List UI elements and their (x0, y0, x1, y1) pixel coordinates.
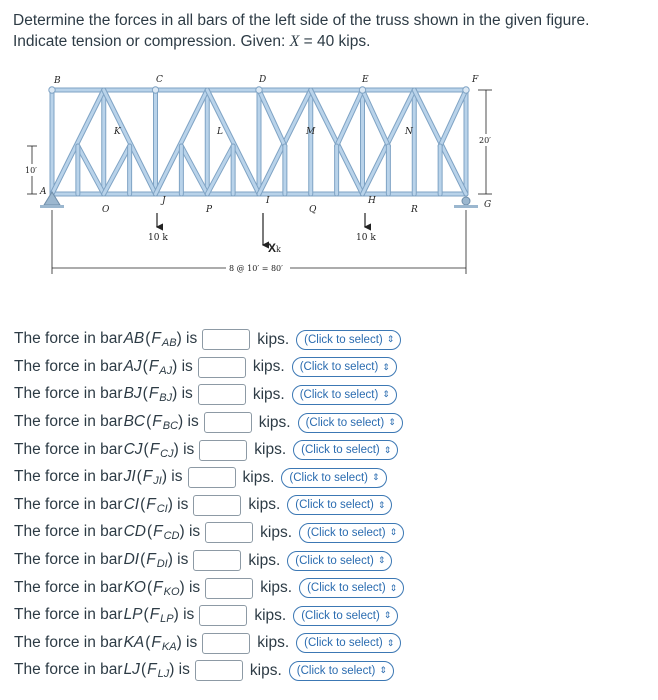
row-label: The force in bar BJ $(F_{BJ})$ is (14, 385, 193, 405)
node-label-g: G (484, 200, 492, 210)
node-label-r: R (411, 205, 418, 215)
tension-compression-select-ko[interactable]: (Click to select) ⇕ (299, 578, 404, 598)
answer-row-ab (14, 326, 654, 354)
tension-compression-select-cj[interactable]: (Click to select) ⇕ (293, 440, 398, 460)
unit-label: kips. (248, 496, 281, 514)
tension-compression-select-ab[interactable]: (Click to select) ⇕ (296, 330, 401, 350)
chevron-updown-icon: ⇕ (379, 665, 387, 676)
row-label: The force in bar KA $(F_{KA})$ is (14, 633, 198, 653)
truss-figure (0, 70, 658, 285)
bar-name: BC (123, 413, 146, 431)
answer-row-ka (14, 630, 654, 658)
support-right (454, 197, 478, 208)
truss-joint-3 (359, 87, 365, 93)
truss-joint-4 (463, 87, 469, 93)
answer-row-lj (14, 657, 654, 685)
answer-row-ji (14, 464, 654, 492)
truss-sub-diagonal-47 (440, 90, 466, 146)
bar-name: CI (123, 495, 140, 513)
chevron-updown-icon: ⇕ (382, 361, 390, 372)
bar-name: LJ (123, 661, 140, 679)
truss-sub-diagonal-41 (337, 90, 363, 146)
row-label: The force in bar CI $(F_{CI})$ is (14, 495, 189, 515)
truss-sub-diagonal-44 (363, 90, 389, 146)
chevron-updown-icon: ⇕ (371, 472, 380, 483)
force-input-aj[interactable] (198, 357, 246, 378)
row-label: The force in bar CJ $(F_{CJ})$ is (14, 440, 195, 460)
answer-row-ci (14, 492, 654, 520)
truss-sub-diagonal-35 (207, 146, 233, 194)
truss-sub-diagonal-29 (104, 146, 130, 194)
tension-compression-select-lj[interactable]: (Click to select) ⇕ (289, 661, 394, 681)
chevron-updown-icon: ⇕ (383, 444, 392, 455)
answer-row-bj (14, 381, 654, 409)
node-label-q: Q (309, 205, 317, 215)
tension-compression-select-lp[interactable]: (Click to select) ⇕ (293, 606, 398, 626)
node-label-j: J (162, 196, 166, 206)
row-label: The force in bar CD $(F_{CD})$ is (14, 523, 201, 543)
chevron-updown-icon: ⇕ (388, 417, 396, 428)
force-input-ci[interactable] (193, 495, 241, 516)
node-label-n: N (405, 127, 413, 137)
truss-sub-diagonal-26 (78, 146, 104, 194)
node-label-l: L (217, 127, 223, 137)
force-input-lp[interactable] (199, 605, 247, 626)
row-label: The force in bar DI $(F_{DI})$ is (14, 551, 189, 571)
row-label: The force in bar LP $(F_{LP})$ is (14, 606, 195, 626)
unit-label: kips. (257, 634, 290, 652)
truss-sub-diagonal-32 (181, 146, 207, 194)
chevron-updown-icon: ⇕ (383, 610, 392, 621)
dimension-span-label: 8 @ 10′ = 80′ (229, 264, 283, 273)
answer-row-lp (14, 602, 654, 630)
answer-row-di (14, 547, 654, 575)
node-label-o: O (102, 205, 110, 215)
problem-line-2: Indicate tension or compression. Given: X = 40 kips. (13, 33, 371, 50)
node-label-f: F (472, 75, 479, 85)
tension-compression-select-bc[interactable]: (Click to select) ⇕ (298, 413, 403, 433)
bar-name: AB (123, 330, 145, 348)
load-label-center: Xk (268, 241, 281, 255)
force-input-ka[interactable] (202, 633, 250, 654)
bar-name: JI (123, 468, 136, 486)
node-label-e: E (362, 75, 369, 85)
dimension-left-height-label: 10′ (25, 166, 37, 175)
unit-label: kips. (254, 606, 287, 624)
force-input-cd[interactable] (205, 522, 253, 543)
unit-label: kips. (260, 579, 293, 597)
bar-name: CJ (123, 440, 143, 458)
chevron-updown-icon: ⇕ (389, 582, 398, 593)
chevron-updown-icon: ⇕ (377, 555, 386, 566)
bar-name: CD (123, 523, 146, 541)
node-label-h: H (368, 196, 376, 206)
row-label: The force in bar BC $(F_{BC})$ is (14, 413, 199, 433)
truss-joint-0 (49, 87, 55, 93)
bar-name: KA (123, 633, 145, 651)
node-label-m: M (306, 127, 316, 137)
unit-label: kips. (254, 441, 287, 459)
answer-row-aj (14, 354, 654, 382)
node-label-p: P (206, 205, 213, 215)
tension-compression-select-ji[interactable]: (Click to select) ⇕ (281, 468, 386, 488)
node-label-i: I (266, 196, 270, 206)
answer-rows (14, 326, 654, 685)
bar-name: AJ (123, 357, 142, 375)
node-label-a: A (40, 187, 47, 197)
force-input-ab[interactable] (202, 329, 250, 350)
force-input-cj[interactable] (199, 440, 247, 461)
force-input-ko[interactable] (205, 578, 253, 599)
unit-label: kips. (258, 413, 291, 431)
unit-label: kips. (248, 551, 281, 569)
unit-label: kips. (252, 385, 285, 403)
unit-label: kips. (252, 358, 285, 376)
bar-name: DI (123, 551, 140, 569)
given-variable: X (289, 33, 300, 50)
truss-sub-diagonal-38 (259, 90, 285, 146)
chevron-updown-icon: ⇕ (382, 389, 390, 400)
force-input-di[interactable] (193, 550, 241, 571)
row-label: The force in bar LJ $(F_{LJ})$ is (14, 661, 190, 681)
bar-name: LP (123, 606, 143, 624)
row-label: The force in bar AB $(F_{AB})$ is (14, 330, 198, 350)
bar-name: KO (123, 578, 146, 596)
force-input-bj[interactable] (198, 384, 246, 405)
force-input-bc[interactable] (204, 412, 252, 433)
tension-compression-select-ci[interactable]: (Click to select) ⇕ (287, 495, 392, 515)
answer-row-ko (14, 574, 654, 602)
tension-compression-select-aj[interactable]: (Click to select) ⇕ (292, 357, 397, 377)
node-label-k: K (114, 127, 121, 137)
force-input-lj[interactable] (195, 660, 243, 681)
unit-label: kips. (242, 468, 275, 486)
node-label-d: D (259, 75, 267, 85)
truss-members (49, 87, 469, 194)
bar-name: BJ (123, 385, 142, 403)
chevron-updown-icon: ⇕ (386, 334, 395, 345)
chevron-updown-icon: ⇕ (389, 527, 398, 538)
load-label-left: 10 k (148, 233, 168, 243)
node-label-b: B (54, 76, 61, 86)
tension-compression-select-bj[interactable]: (Click to select) ⇕ (292, 385, 397, 405)
row-label: The force in bar AJ $(F_{AJ})$ is (14, 357, 193, 377)
force-input-ji[interactable] (188, 467, 236, 488)
truss-joint-2 (256, 87, 262, 93)
load-label-right: 10 k (356, 233, 376, 243)
unit-label: kips. (260, 523, 293, 541)
tension-compression-select-ka[interactable]: (Click to select) ⇕ (296, 633, 401, 653)
chevron-updown-icon: ⇕ (377, 499, 386, 510)
unit-label: kips. (257, 330, 290, 348)
node-label-c: C (156, 75, 163, 85)
dimension-right-height-label: 20′ (479, 136, 491, 145)
problem-statement (13, 10, 653, 52)
problem-line-1: Determine the forces in all bars of the left side of the truss shown in the given figure. (13, 12, 590, 29)
truss-joint-1 (152, 87, 158, 93)
chevron-updown-icon: ⇕ (386, 637, 395, 648)
answer-row-cj (14, 436, 654, 464)
tension-compression-select-di[interactable]: (Click to select) ⇕ (287, 551, 392, 571)
row-label: The force in bar KO $(F_{KO})$ is (14, 578, 201, 598)
unit-label: kips. (249, 661, 282, 679)
answer-row-cd (14, 519, 654, 547)
answer-row-bc (14, 409, 654, 437)
row-label: The force in bar JI $(F_{JI})$ is (14, 468, 183, 488)
tension-compression-select-cd[interactable]: (Click to select) ⇕ (299, 523, 404, 543)
